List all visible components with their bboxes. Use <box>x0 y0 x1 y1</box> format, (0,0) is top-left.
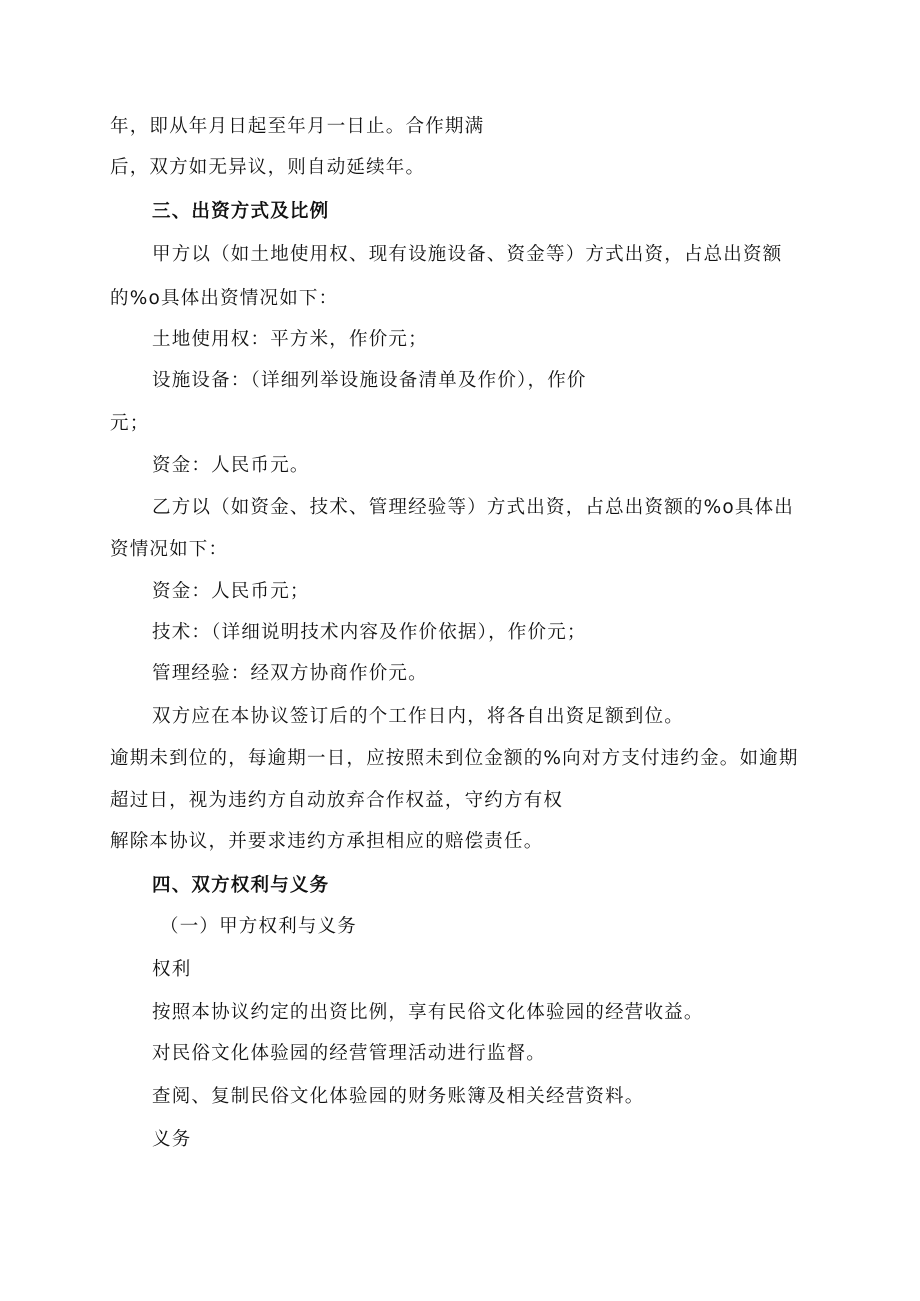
section-heading: 三、出资方式及比例 <box>152 201 330 222</box>
paragraph-line: 年，即从年月日起至年月一日止。合作期满 <box>110 116 485 137</box>
paragraph-line: 权利 <box>152 959 192 980</box>
paragraph-line: 土地使用权：平方米，作价元； <box>152 329 428 350</box>
paragraph-line: 义务 <box>152 1129 192 1150</box>
paragraph-line: 后，双方如无异议，则自动延续年。 <box>110 157 426 178</box>
paragraph-line: 双方应在本协议签订后的个工作日内，将各自出资足额到位。 <box>152 706 684 727</box>
paragraph-line: 逾期未到位的，每逾期一日，应按照未到位金额的%向对方支付违约金。如逾期 <box>110 748 799 769</box>
paragraph-line: 元； <box>110 413 150 434</box>
paragraph-line: 查阅、复制民俗文化体验园的财务账簿及相关经营资料。 <box>152 1086 645 1107</box>
paragraph-line: 的%o具体出资情况如下： <box>110 288 339 309</box>
paragraph-line: 解除本协议，并要求违约方承担相应的赔偿责任。 <box>110 831 544 852</box>
subsection-heading: （一）甲方权利与义务 <box>160 916 358 937</box>
paragraph-line: 资金：人民币元； <box>152 581 310 602</box>
section-heading: 四、双方权利与义务 <box>152 875 330 896</box>
paragraph-line: 技术：（详细说明技术内容及作价依据），作价元； <box>152 622 587 643</box>
paragraph-line: 按照本协议约定的出资比例，享有民俗文化体验园的经营收益。 <box>152 1002 704 1023</box>
paragraph-line: 资情况如下： <box>110 539 229 560</box>
paragraph-line: 设施设备：（详细列举设施设备清单及作价），作价 <box>152 370 587 391</box>
paragraph-line: 对民俗文化体验园的经营管理活动进行监督。 <box>152 1043 547 1064</box>
paragraph-line: 甲方以（如土地使用权、现有设施设备、资金等）方式出资，占总出资额 <box>152 244 783 265</box>
paragraph-line: 超过日，视为违约方自动放弃合作权益，守约方有权 <box>110 790 564 811</box>
paragraph-line: 乙方以（如资金、技术、管理经验等）方式出资，占总出资额的%o具体出 <box>152 497 794 518</box>
paragraph-line: 资金：人民币元。 <box>152 455 310 476</box>
paragraph-line: 管理经验：经双方协商作价元。 <box>152 663 428 684</box>
